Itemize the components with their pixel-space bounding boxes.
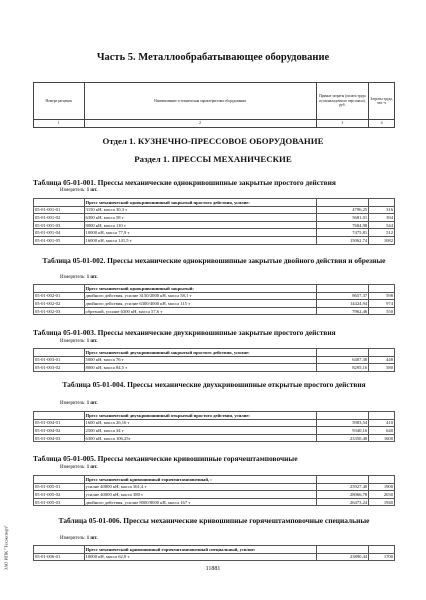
rate-table [33, 411, 395, 442]
rate-table [33, 198, 395, 245]
table-caption: Пресс механический однокривошипный закрытый: [84, 285, 316, 293]
table-row: 05-01-004-02 2500 кН, масса 34 т 9340,16 640 [35, 427, 393, 433]
table-caption: Пресс механический кривошипный горячештамповочный, : [84, 476, 316, 484]
rate-table [33, 475, 395, 506]
department-heading: Отдел 1. КУЗНЕЧНО-ПРЕССОВОЕ ОБОРУДОВАНИЕ [102, 136, 324, 146]
section-heading: Раздел 1. ПРЕССЫ МЕХАНИЧЕСКИЕ [134, 154, 292, 164]
table-row: 05-01-001-03 8000 кН, масса 110 т 7684,98 544 [35, 222, 393, 228]
table-row: 05-01-005-01 усилие 40000 кН, масса 361,4 т 25927,40 1900 [35, 484, 393, 490]
table-caption: Пресс механический двухкривошипный открытый простого действия, усилие: [84, 412, 316, 420]
table-row: 05-01-001-05 16000 кН, масса 141,5 т 15062,74 1082 [35, 237, 393, 243]
table-row: 05-01-003-01 5000 кН, масса 76 т 6407,30 448 [35, 357, 393, 363]
table-row: 05-01-001-04 10000 кН, масса 77,9 т 7475,81 512 [35, 230, 393, 236]
table-caption: Пресс механический кривошипный горячештамповочный специальный, усилие: [84, 546, 316, 554]
header-num-4: 4 [369, 120, 395, 128]
table-title: Таблица 05-01-002. Прессы механические однокривошипные закрытые двойного действия и обрезные [42, 256, 386, 265]
unit-line: Измеритель: 1 шт. [60, 275, 98, 280]
table-row: 05-01-006-01 10000 кН, масса 62,8 т 23890,44 1700 [35, 554, 393, 560]
table-caption: Пресс механический двухкривошипный закрытый простого действия, усилие: [84, 349, 316, 357]
rate-table [33, 284, 395, 315]
table-title: Таблица 05-01-004. Прессы механические двухкривошипные открытые простого действия [62, 380, 366, 389]
table-row: 05-01-001-02 6300 кН, масса 58 т 5681,01 394 [35, 214, 393, 220]
table-title: Таблица 05-01-005. Прессы механические кривошипные горячештамповочные [33, 454, 298, 463]
header-num-1: 1 [34, 120, 85, 128]
table-title: Таблица 05-01-006. Прессы механические кривошипные горячештамповочные специальные [58, 516, 370, 525]
table-caption: Пресс механический однокривошипный закрытый простого действия, усилие: [84, 199, 316, 207]
table-row: 05-01-004-01 1600 кН, масса 26,16 т 5983,54 410 [35, 420, 393, 426]
header-num-2: 2 [84, 120, 316, 128]
header-col-cost: Прямые затраты (оплата труда пусконаладочного персонала), руб. [316, 83, 369, 120]
header-col-code: Номера расценок [34, 83, 85, 120]
rate-table [33, 348, 395, 372]
table-row: 05-01-002-03 обрезной, усилие 6300 кН, масса 57,6 т 7962,46 550 [35, 308, 393, 314]
page-title: Часть 5. Металлообрабатывающее оборудование [96, 52, 330, 63]
unit-line: Измеритель: 1 шт. [60, 465, 98, 470]
table-row: 05-01-001-01 3150 кН, масса 30,3 т 4796,25 316 [35, 207, 393, 213]
rate-table [33, 545, 395, 561]
table-row: 05-01-005-02 усилие 40000 кН, масса 380 т 28066,78 2030 [35, 491, 393, 497]
unit-line: Измеритель: 1 шт. [60, 401, 98, 406]
table-row: 05-01-005-03 двойного действия, усилие 8000/8000 кН, масса 167 т 26473,24 1940 [35, 499, 393, 505]
table-row: 05-01-002-01 двойного действия, усилие 3150/2000 кН, масса 58,1 т 8657,37 598 [35, 293, 393, 299]
header-num-3: 3 [316, 120, 369, 128]
header-table [33, 82, 395, 128]
unit-line: Измеритель: 1 шт. [60, 339, 98, 344]
table-title: Таблица 05-01-003. Прессы механические двухкривошипные закрытые простого действия [33, 328, 336, 337]
page-number: 11881 [205, 566, 221, 572]
table-row: 05-01-002-02 двойного действия, усилие 6300/4000 кН, масса 115 т 14424,94 974 [35, 300, 393, 306]
header-col-labor: Затраты труда, чел.-ч [369, 83, 395, 120]
unit-line: Измеритель: 1 шт. [60, 188, 98, 193]
table-row: 05-01-004-03 6300 кН, масса 106,25т 23350,40 1600 [35, 435, 393, 441]
side-note: ЗАО ИПК "Техэксперт" [3, 524, 9, 571]
table-row: 05-01-003-02 8000 кН, масса 84,5 т 8295,16 580 [35, 364, 393, 370]
table-title: Таблица 05-01-001. Прессы механические однокривошипные закрытые простого действия [33, 178, 336, 187]
unit-line: Измеритель: 1 шт. [60, 536, 98, 541]
header-col-name: Наименование и техническая характеристика оборудования [84, 83, 316, 120]
